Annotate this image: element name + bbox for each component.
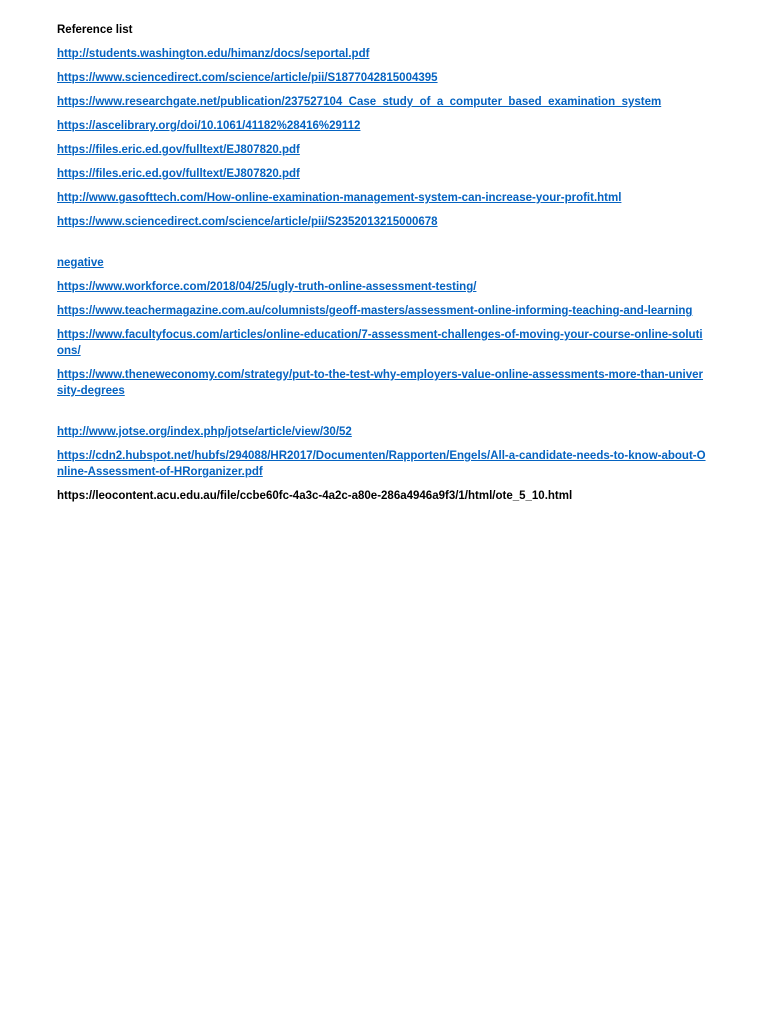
paragraph-gap [57, 238, 709, 255]
reference-link[interactable]: https://www.workforce.com/2018/04/25/ugly-truth-online-assessment-testing/ [57, 281, 477, 293]
reference-link[interactable]: https://www.teachermagazine.com.au/columnists/geoff-masters/assessment-online-informing-teaching-and-learning [57, 305, 693, 317]
reference-link[interactable]: http://www.gasofttech.com/How-online-examination-management-system-can-increase-your-profit.html [57, 192, 622, 204]
reference-plain-text: https://leocontent.acu.edu.au/file/ccbe60fc-4a3c-4a2c-a80e-286a4946a9f3/1/html/ote_5_10.html [57, 490, 573, 502]
reference-link[interactable]: https://www.facultyfocus.com/articles/online-education/7-assessment-challenges-of-moving-your-course-online-solutions/ [57, 329, 703, 357]
reference-link[interactable]: https://www.theneweconomy.com/strategy/put-to-the-test-why-employers-value-online-assessments-more-than-university-degrees [57, 369, 704, 397]
reference-link[interactable]: https://files.eric.ed.gov/fulltext/EJ807820.pdf [57, 168, 300, 180]
reference-link[interactable]: https://www.researchgate.net/publication/237527104_Case_study_of_a_computer_based_examination_system [57, 96, 662, 108]
negative-link[interactable]: negative [57, 257, 104, 269]
paragraph-gap [57, 407, 709, 424]
document-page [57, 22, 709, 512]
reference-link[interactable]: https://www.sciencedirect.com/science/article/pii/S2352013215000678 [57, 216, 438, 228]
reference-link[interactable]: https://ascelibrary.org/doi/10.1061/41182%28416%29112 [57, 120, 361, 132]
reference-link[interactable]: http://www.jotse.org/index.php/jotse/article/view/30/52 [57, 426, 352, 438]
reference-link[interactable]: http://students.washington.edu/himanz/docs/seportal.pdf [57, 48, 370, 60]
reference-list-heading: Reference list [57, 24, 133, 36]
reference-link[interactable]: https://www.sciencedirect.com/science/article/pii/S1877042815004395 [57, 72, 438, 84]
reference-link[interactable]: https://files.eric.ed.gov/fulltext/EJ807820.pdf [57, 144, 300, 156]
reference-link[interactable]: https://cdn2.hubspot.net/hubfs/294088/HR2017/Documenten/Rapporten/Engels/All-a-candidate-needs-to-know-about-Online-Assessment-of-HRorganizer.pdf [57, 450, 706, 478]
